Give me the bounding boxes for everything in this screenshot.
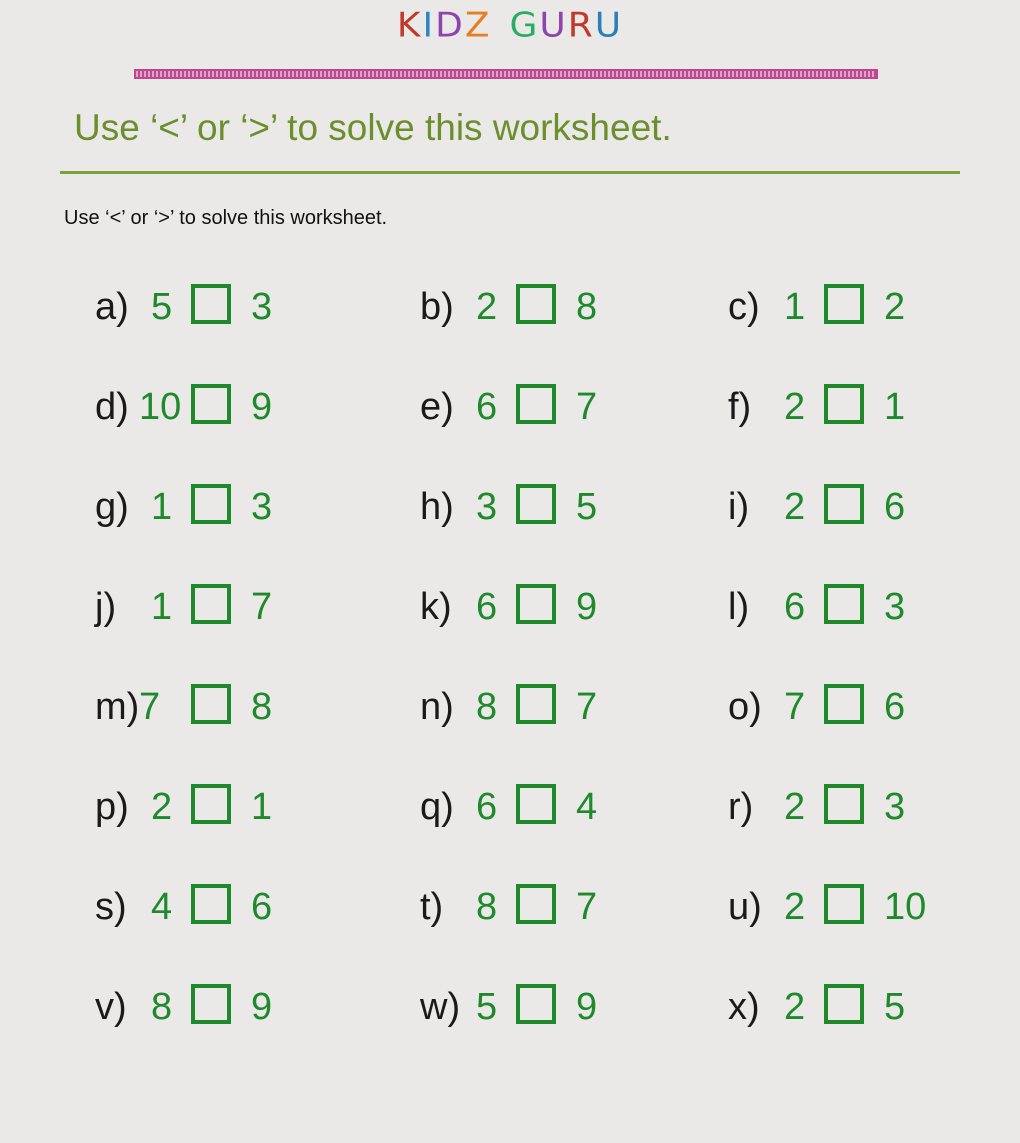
problem-item (95, 677, 385, 737)
left-number: 2 (151, 786, 173, 828)
problem-label: e) (420, 386, 454, 428)
answer-box[interactable] (824, 284, 864, 324)
right-number: 6 (884, 486, 906, 528)
problem-item (728, 977, 1018, 1037)
brand-letter: G (509, 6, 540, 46)
right-number: 3 (884, 586, 906, 628)
answer-box[interactable] (824, 984, 864, 1024)
brand-logo (0, 5, 1020, 47)
answer-box[interactable] (191, 984, 231, 1024)
problem-item (95, 377, 385, 437)
answer-box[interactable] (191, 684, 231, 724)
brand-letter: U (539, 6, 568, 46)
right-number: 5 (884, 986, 906, 1028)
left-number: 2 (784, 886, 806, 928)
problem-item (95, 777, 385, 837)
answer-box[interactable] (191, 484, 231, 524)
problem-label: u) (728, 886, 762, 928)
answer-box[interactable] (516, 684, 556, 724)
right-number: 7 (251, 586, 273, 628)
answer-box[interactable] (191, 384, 231, 424)
left-number: 1 (151, 586, 173, 628)
right-number: 7 (576, 686, 598, 728)
problem-label: o) (728, 686, 762, 728)
problem-label: w) (420, 986, 461, 1028)
problem-label: j) (95, 586, 117, 628)
problem-item (728, 277, 1018, 337)
left-number: 2 (784, 986, 806, 1028)
left-number: 2 (784, 786, 806, 828)
problem-label: p) (95, 786, 129, 828)
left-number: 2 (784, 386, 806, 428)
answer-box[interactable] (516, 484, 556, 524)
page-title: Use ‘<’ or ‘>’ to solve this worksheet. (74, 107, 672, 148)
brand-letter: K (396, 6, 423, 46)
right-number: 10 (884, 886, 927, 928)
problem-label: f) (728, 386, 752, 428)
problem-item (420, 277, 710, 337)
left-number: 5 (476, 986, 498, 1028)
brand-letter: I (422, 6, 436, 46)
problem-item (728, 677, 1018, 737)
left-number: 2 (784, 486, 806, 528)
left-number: 10 (139, 386, 182, 428)
answer-box[interactable] (191, 284, 231, 324)
problem-item (95, 477, 385, 537)
right-number: 8 (576, 286, 598, 328)
left-number: 8 (476, 686, 498, 728)
answer-box[interactable] (824, 484, 864, 524)
right-number: 5 (576, 486, 598, 528)
problem-label: l) (728, 586, 750, 628)
problem-item (728, 877, 1018, 937)
answer-box[interactable] (824, 884, 864, 924)
answer-box[interactable] (824, 584, 864, 624)
problem-item (420, 877, 710, 937)
left-number: 6 (784, 586, 806, 628)
problem-item (95, 577, 385, 637)
problem-item (95, 877, 385, 937)
problem-label: c) (728, 286, 760, 328)
problem-item (420, 477, 710, 537)
right-number: 4 (576, 786, 598, 828)
problem-item (728, 377, 1018, 437)
problem-label: i) (728, 486, 750, 528)
right-number: 3 (251, 286, 273, 328)
answer-box[interactable] (191, 584, 231, 624)
left-number: 5 (151, 286, 173, 328)
answer-box[interactable] (191, 784, 231, 824)
right-number: 7 (576, 886, 598, 928)
problem-item (420, 677, 710, 737)
left-number: 4 (151, 886, 173, 928)
green-divider (60, 171, 960, 174)
problem-label: h) (420, 486, 454, 528)
right-number: 3 (884, 786, 906, 828)
answer-box[interactable] (516, 384, 556, 424)
answer-box[interactable] (824, 384, 864, 424)
right-number: 6 (251, 886, 273, 928)
right-number: 9 (576, 586, 598, 628)
left-number: 1 (784, 286, 806, 328)
left-number: 6 (476, 386, 498, 428)
right-number: 8 (251, 686, 273, 728)
problem-label: v) (95, 986, 127, 1028)
right-number: 3 (251, 486, 273, 528)
right-number: 6 (884, 686, 906, 728)
answer-box[interactable] (516, 284, 556, 324)
problem-label: k) (420, 586, 452, 628)
problem-label: n) (420, 686, 454, 728)
problem-label: s) (95, 886, 127, 928)
problem-item (420, 977, 710, 1037)
right-number: 1 (884, 386, 906, 428)
answer-box[interactable] (516, 584, 556, 624)
brand-letter: D (435, 6, 465, 46)
problem-item (95, 977, 385, 1037)
problem-item (728, 577, 1018, 637)
right-number: 7 (576, 386, 598, 428)
problem-label: a) (95, 286, 129, 328)
left-number: 8 (151, 986, 173, 1028)
problem-item (728, 777, 1018, 837)
problem-label: x) (728, 986, 760, 1028)
left-number: 6 (476, 586, 498, 628)
problem-label: b) (420, 286, 454, 328)
answer-box[interactable] (824, 684, 864, 724)
right-number: 9 (251, 986, 273, 1028)
problem-item (420, 777, 710, 837)
answer-box[interactable] (516, 884, 556, 924)
problem-label: r) (728, 786, 754, 828)
answer-box[interactable] (824, 784, 864, 824)
left-number: 6 (476, 786, 498, 828)
problem-item (728, 477, 1018, 537)
problem-label: t) (420, 886, 444, 928)
answer-box[interactable] (191, 884, 231, 924)
brand-letter: Z (464, 6, 492, 46)
left-number: 8 (476, 886, 498, 928)
problem-label: d) (95, 386, 129, 428)
brand-letter: U (594, 6, 624, 46)
problem-label: q) (420, 786, 454, 828)
right-number: 9 (576, 986, 598, 1028)
left-number: 3 (476, 486, 498, 528)
problem-label: g) (95, 486, 129, 528)
brand-letter: R (567, 6, 595, 46)
left-number: 1 (151, 486, 173, 528)
answer-box[interactable] (516, 984, 556, 1024)
right-number: 1 (251, 786, 273, 828)
instruction-text: Use ‘<’ or ‘>’ to solve this worksheet. (64, 207, 388, 229)
problem-label: m) (95, 686, 140, 728)
problem-item (420, 577, 710, 637)
problem-item (420, 377, 710, 437)
left-number: 7 (139, 686, 161, 728)
problem-item (95, 277, 385, 337)
pink-divider (134, 69, 878, 79)
left-number: 2 (476, 286, 498, 328)
right-number: 9 (251, 386, 273, 428)
answer-box[interactable] (516, 784, 556, 824)
right-number: 2 (884, 286, 906, 328)
left-number: 7 (784, 686, 806, 728)
